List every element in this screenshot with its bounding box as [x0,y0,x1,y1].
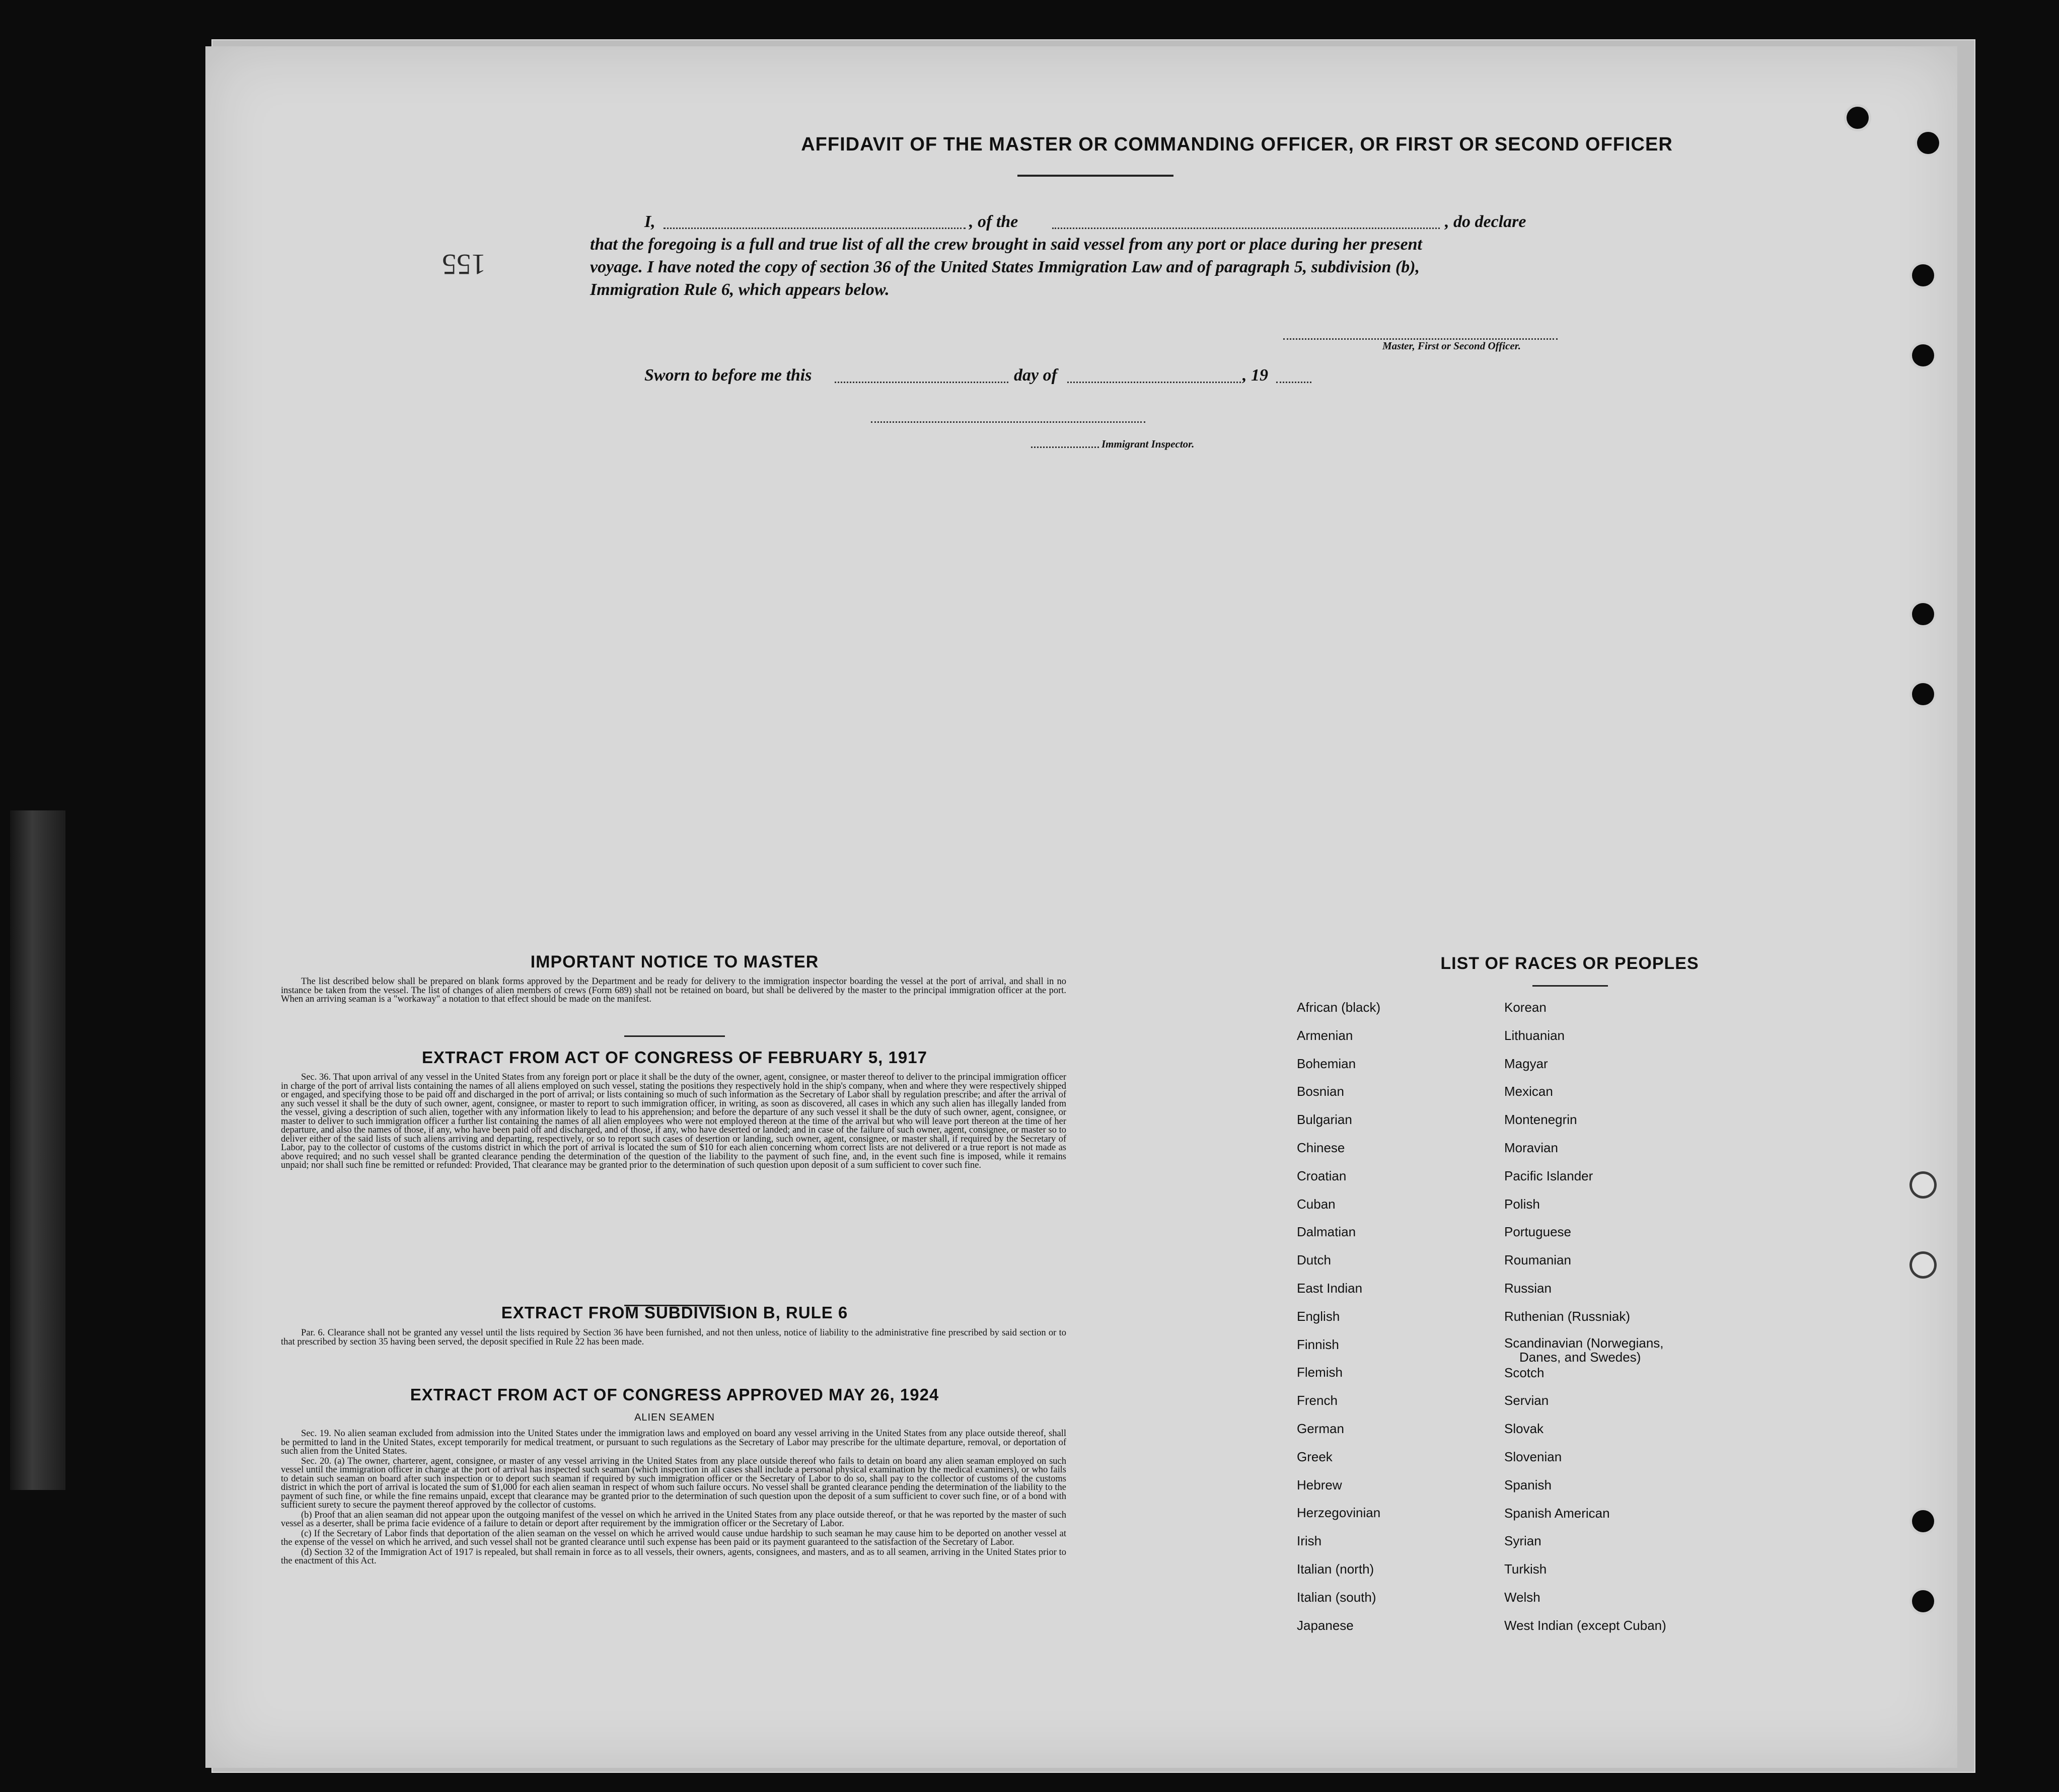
race-item: Scotch [1504,1365,1545,1380]
race-item: Slovak [1504,1421,1544,1437]
race-item: Bosnian [1297,1084,1344,1099]
adjacent-page-edge [10,810,65,1490]
affidavit-line-2: that the foregoing is a full and true list of all the crew brought in said vessel from any port or place during her present [590,235,1422,254]
binder-hole [1912,683,1934,705]
race-item: Greek [1297,1449,1333,1464]
race-item: Croatian [1297,1168,1347,1183]
race-item: Spanish American [1504,1505,1610,1521]
race-item: Polish [1504,1196,1540,1212]
race-item: Servian [1504,1393,1549,1408]
race-item: Herzegovinian [1297,1505,1381,1521]
binder-hole [1912,1174,1934,1196]
race-item: Welsh [1504,1589,1540,1605]
race-item: Japanese [1297,1617,1354,1633]
race-item: Korean [1504,1000,1547,1015]
notice-text: The list described below shall be prepared on blank forms approved by the Department and be ready for delivery to the immigration inspector boarding the vessel at the port of arrival, and shall in no instance be taken from the vessel. The list of changes of alien members of crews (Form 689) shall not be retained on board, but shall be delivered by the master to the principal immigration officer at the port. When an arriving seaman is a "workaway" a notation to that effect should be made on the manifest. [281,977,1066,1004]
sworn-day-of: day of [1014,366,1057,385]
race-item: Russian [1504,1280,1552,1296]
race-item: Magyar [1504,1056,1548,1071]
race-item: West Indian (except Cuban) [1504,1617,1666,1633]
affidavit-line-4: Immigration Rule 6, which appears below. [590,280,890,299]
race-item: Portuguese [1504,1224,1571,1240]
binder-hole [1912,344,1934,366]
races-right-column [1504,994,1666,1640]
race-item: Turkish [1504,1561,1547,1577]
race-item: Dalmatian [1297,1224,1356,1240]
binder-hole [1912,1510,1934,1532]
sworn-year: , 19 [1242,366,1268,385]
inspector-label: Immigrant Inspector. [1101,438,1195,450]
vessel-blank[interactable] [1052,228,1440,229]
race-item: Dutch [1297,1252,1331,1268]
affidavit-line-3: voyage. I have noted the copy of section 36 of the United States Immigration Law and of paragraph 5, subdivision (b), [590,258,1420,276]
race-item: German [1297,1421,1344,1436]
binder-hole [1917,132,1939,154]
race-item: Chinese [1297,1140,1345,1155]
binder-hole [1847,107,1869,129]
extract-1924-text: Sec. 19. No alien seaman excluded from admission into the United States under the immigration laws and employed on board any vessel arriving in the United States from any place outside thereof, shall be permitted to land in the United States, except temporarily for medical treatment, or pursuant to such regulations as the Secretary of Labor may prescribe for the ultimate departure, removal, or deportation of such alien from the United States. Sec. 20. (a) The owner, charterer, agent, consignee, or master of any vessel arriving in the United States from any place outside thereof who fails to detain on board any alien seaman employed on such vessel until the immigration officer in charge at the port of arrival has inspected such seaman (which inspection in all cases shall include a personal physical examination by the medical examiners), or who fails to detain such seaman on board after such inspection or to deport such seaman if required by such immigration officer or the Secretary of Labor to do so, shall pay to the collector of customs of the customs district in which the port of arrival is located the sum of $1,000 for each alien seaman in respect of whom such failure occurs. No vessel shall be granted clearance pending the determination of the liability to the payment of such fine, or while the fine remains unpaid, except that clearance may be granted prior to the determination of such question upon the deposit of a sum sufficient to cover such fine, or of a bond with sufficient surety to secure the payment thereof approved by the collector of customs. (b) Proof that an alien seaman did not appear upon the outgoing manifest of the vessel on which he arrived in the United States from any place outside thereof, or that he was reported by the master of such vessel as a deserter, shall be prima facie evidence of a failure to detain or deport after requirement by the immigration officer or the Secretary of Labor. (c) If the Secretary of Labor finds that deportation of the alien seaman on the vessel on which he arrived would cause undue hardship to such seaman he may cause him to be deported on another vessel at the expense of the vessel on which he arrived, and such vessel shall not be granted clearance until such expense has been paid or its payment guaranteed to the satisfaction of the Secretary of Labor. (d) Section 32 of the Immigration Act of 1917 is repealed, but shall remain in force as to all vessels, their owners, agents, consignees, and masters, and as to all seamen, arriving in the United States prior to the enactment of this Act. [281,1429,1066,1566]
race-item: East Indian [1297,1280,1363,1296]
notice-divider [624,1035,725,1037]
race-item: Finnish [1297,1336,1339,1352]
binder-hole [1912,1254,1934,1276]
affidavit-declare: , do declare [1445,212,1526,231]
race-item: Slovenian [1504,1449,1562,1464]
affidavit-of-the: , of the [969,212,1018,231]
races-title: LIST OF RACES OR PEOPLES [1440,954,1699,973]
race-item: Syrian [1504,1533,1541,1549]
binder-hole [1912,603,1934,625]
race-item: Italian (south) [1297,1589,1376,1605]
manifest-page [205,46,1957,1768]
race-item: Bohemian [1297,1056,1356,1071]
race-item: Scandinavian (Norwegians, [1504,1335,1664,1351]
races-left-column [1297,994,1380,1639]
race-item: Cuban [1297,1196,1336,1212]
binder-hole [1912,264,1934,286]
notice-title: IMPORTANT NOTICE TO MASTER [530,952,819,972]
race-item: Montenegrin [1504,1112,1577,1128]
master-signature-label: Master, First or Second Officer. [1382,340,1521,352]
extract-1924-title: EXTRACT FROM ACT OF CONGRESS APPROVED MAY 26, 1924 [410,1385,939,1404]
race-item: Lithuanian [1504,1027,1565,1043]
race-item: Italian (north) [1297,1561,1374,1577]
race-item: Hebrew [1297,1477,1342,1492]
race-item: Flemish [1297,1365,1343,1380]
affidavit-title: AFFIDAVIT OF THE MASTER OR COMMANDING OFFICER, OR FIRST OR SECOND OFFICER [801,134,1673,155]
race-item: Roumanian [1504,1252,1571,1268]
race-item: Spanish [1504,1477,1552,1492]
extract-1917-text: Sec. 36. That upon arrival of any vessel in the United States from any foreign port or place it shall be the duty of the owner, agent, consignee, or master thereof to deliver to the principal immigration officer in charge of the port of arrival lists containing the names of all aliens employed on such vessel, stating the positions they respectively hold in the ship's company, when and where they were respectively shipped or engaged, and specifying those to be paid off and discharged in the port of arrival; or lists containing so much of such information as the Secretary of Labor shall by regulation prescribe; and after the arrival of any such vessel it shall be the duty of such owner, agent, consignee, or master to report to such immigration officer, in writing, as soon as discovered, all cases in which any such alien has illegally landed from the vessel, giving a description of such alien, together with any information likely to lead to his apprehension; and before the departure of any such vessel it shall be the duty of such owner, agent, consignee, or master to deliver to such immigration officer a further list containing the names of all alien employees who were not employed thereon at the time of the arrival but who will leave port thereon at the time of her departure, and also the names of those, if any, who have been paid off and discharged, and of those, if any, who have deserted or landed; and in case of the failure of such owner, agent, consignee, or master so to deliver either of the said lists of such aliens arriving and departing, respectively, or so to report such cases of desertion or landing, such owner, agent, consignee, or master shall, if required by the Secretary of Labor, pay to the collector of customs of the customs district in which the port of arrival is located the sum of $10 for each alien concerning whom correct lists are not delivered or a true report is not made as above required; and no such vessel shall be granted clearance pending the determination of the question of the liability to the payment of such fine, and, in the event such fine is imposed, while it remains unpaid; nor shall such fine be remitted or refunded: Provided, That clearance may be granted prior to the determination of such question upon deposit of a sum sufficient to cover such fine. [281,1072,1066,1170]
sworn-prefix: Sworn to before me this [644,366,812,385]
inspector-signature-blank[interactable] [871,421,1145,423]
race-item: African (black) [1297,1000,1381,1015]
race-item: Pacific Islander [1504,1168,1593,1183]
race-item: French [1297,1393,1338,1408]
race-item: Moravian [1504,1140,1558,1155]
bleed-through-text [1162,112,1166,131]
race-item: Irish [1297,1533,1322,1549]
sworn-day-blank[interactable] [835,382,1008,383]
binder-hole [1912,1590,1934,1612]
race-item: Bulgarian [1297,1112,1352,1128]
title-underline [1017,175,1173,177]
race-item: Armenian [1297,1027,1353,1043]
races-divider [1532,985,1608,987]
extract-rule6-title: EXTRACT FROM SUBDIVISION B, RULE 6 [501,1303,848,1322]
race-item: Danes, and Swedes) [1519,1349,1641,1365]
race-item: Ruthenian (Russniak) [1504,1308,1631,1324]
extract-1917-title: EXTRACT FROM ACT OF CONGRESS OF FEBRUARY 5, 1917 [422,1048,927,1067]
sworn-year-blank[interactable] [1276,382,1311,383]
extract-1924-subtitle: ALIEN SEAMEN [634,1412,715,1423]
affidavit-i: I, [644,212,655,231]
extract-rule6-text: Par. 6. Clearance shall not be granted any vessel until the lists required by Section 36 have been furnished, and not then unless, notice of liability to the administrative fine prescribed by said section or to that prescribed by section 35 having been served, the deposit specified in Rule 22 has been made. [281,1328,1066,1347]
sworn-month-blank[interactable] [1067,382,1241,383]
name-blank[interactable] [664,228,966,229]
page-number: 155 [442,248,486,281]
race-item: Mexican [1504,1084,1553,1099]
inspector-dots [1031,446,1099,448]
race-item: English [1297,1308,1340,1324]
